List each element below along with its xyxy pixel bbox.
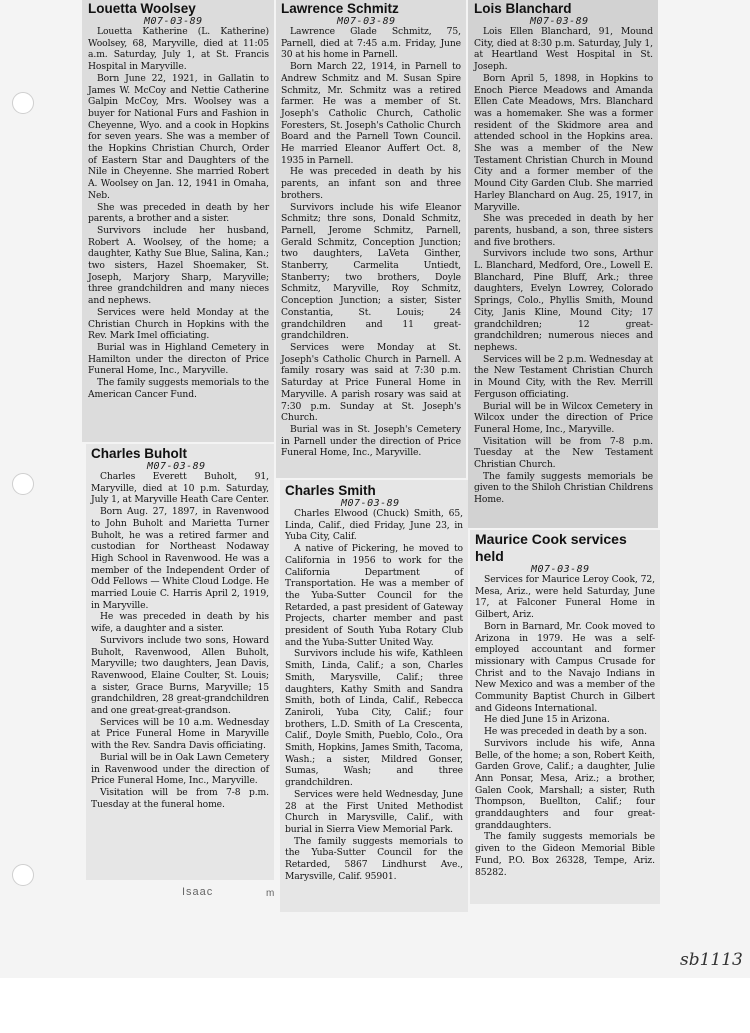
obituary-clipping xyxy=(280,480,468,912)
obituary-paragraph: Charles Elwood (Chuck) Smith, 65, Linda, Calif., died Friday, June 23, in Yuba City, Calif. xyxy=(285,508,463,543)
obituary-title: Charles Smith xyxy=(285,483,376,498)
obituary-paragraph: He was preceded in death by his parents, an infant son and three brothers. xyxy=(281,166,461,201)
obituary-clipping xyxy=(468,0,658,528)
obituary-paragraph: She was preceded in death by her parents, husband, a son, three sisters and five brothers. xyxy=(474,213,653,248)
obituary-clipping xyxy=(86,444,274,880)
obituary-title: Louetta Woolsey xyxy=(88,1,196,16)
obituary-clipping xyxy=(82,0,274,442)
obituary-paragraph: Services were held Monday at the Christian Church in Hopkins with the Rev. Mark Imel officiating. xyxy=(88,306,269,342)
obituary-paragraph: Services will be 10 a.m. Wednesday at Price Funeral Home in Maryville with the Rev. Sandra Davis officiating. xyxy=(91,716,269,752)
obituary-paragraph: Survivors include two sons, Howard Buholt, Ravenwood, Allen Buholt, Maryville; two daughters, Jean Davis, Ravenwood, Elaine Coulter, St. Louis; a sister, Grace Burns, Maryville; 15 grandchildren, 28 great-grandchildren and one great-great-grandson. xyxy=(91,634,269,717)
handwritten-date: M07-03-89 xyxy=(147,461,206,472)
obituary-paragraph: Survivors include her husband, Robert A. Woolsey, of the home; a daughter, Kathy Sue Blue, Salina, Kan.; two sisters, Hazel Shoemaker, St. Joseph, Marjory Sharp, Maryville; three grandchildren and many nieces and nephews. xyxy=(88,224,269,307)
obituary-paragraph: Services will be 2 p.m. Wednesday at the New Testament Christian Church in Mound City, with the Rev. Merrill Ferguson officiating. xyxy=(474,353,653,400)
obituary-paragraph: Burial will be in Wilcox Cemetery in Wilcox under the direction of Price Funeral Home, Inc., Maryville. xyxy=(474,400,653,435)
obituary-clipping xyxy=(276,0,466,478)
obituary-paragraph: Services were held Wednesday, June 28 at the First United Methodist Church in Marysville, Calif., with burial in Sierra View Memorial Park. xyxy=(285,788,463,835)
obituary-paragraph: Visitation will be from 7-8 p.m. Tuesday at the New Testament Christian Church. xyxy=(474,435,653,471)
stray-mark: m xyxy=(266,888,275,899)
obituary-paragraph: Burial was in Highland Cemetery in Hamilton under the directon of Price Funeral Home, Inc., Maryville. xyxy=(88,341,269,377)
obituary-paragraph: Born Aug. 27, 1897, in Ravenwood to John Buholt and Marietta Turner Buholt, he was a retired farmer and custodian for Northeast Nodaway High School in Ravenwood. He was a member of the Independent Order of Odd Fellows — White Cloud Lodge. He married Louie C. Harris April 2, 1919, in Maryville. xyxy=(91,506,269,611)
obituary-paragraph: The family suggests memorials to the American Cancer Fund. xyxy=(88,377,269,400)
obituary-paragraph: Charles Everett Buholt, 91, Maryville, died at 10 p.m. Saturday, July 1, at Maryville Heath Care Center. xyxy=(91,471,269,506)
obituary-paragraph: Survivors include two sons, Arthur L. Blanchard, Medford, Ore., Lowell E. Blanchard, Pine Bluff, Ark.; three daughters, Evelyn Lowrey, Colorado Springs, Colo., Phyllis Smith, Mound City, Janis Kline, Mound City; 17 grandchildren; 12 great-grandchildren; numerous nieces and nephews. xyxy=(474,248,653,353)
handwritten-date: M07-03-89 xyxy=(337,16,396,27)
obituary-paragraph: Survivors include his wife, Kathleen Smith, Linda, Calif.; a son, Charles Smith, Marysville, Calif.; three daughters, Kathy Smith and Sandra Smith, both of Linda, Calif., Rebecca Zaniroli, Yuba City, Calif.; four brothers, L.D. Smith of La Crescenta, Calif., Doyle Smith, Pueblo, Colo., Ora Smith, Hopkins, James Smith, Tacoma, Wash.; a sister, Mildred Gonser, Sumas, Wash; and three grandchildren. xyxy=(285,648,463,789)
obituary-paragraph: The family suggests memorials to the Yuba-Sutter Council for the Retarded, 5867 Lindhurst Ave., Marysville, Calif. 95901. xyxy=(285,835,463,882)
handwritten-note: sb1113 xyxy=(680,950,743,970)
obituary-title: Lawrence Schmitz xyxy=(281,1,399,16)
obituary-paragraph: Services for Maurice Leroy Cook, 72, Mesa, Ariz., were held Saturday, June 17, at Falconer Funeral Home in Gilbert, Ariz. xyxy=(475,574,655,621)
binder-hole xyxy=(12,864,34,886)
obituary-paragraph: Survivors include his wife, Anna Belle, of the home; a son, Robert Keith, Garden Grove, Calif.; a daughter, Julie Ann Ponsar, Mesa, Ariz.; a brother, Galen Cook, Marshall; a sister, Ruth Thompson, Buellton, Calif.; four granddaughters and four great-granddaughters. xyxy=(475,737,655,831)
obituary-paragraph: Burial will be in Oak Lawn Cemetery in Ravenwood under the direction of Price Funeral Home, Inc., Maryville. xyxy=(91,751,269,787)
handwritten-date: M07-03-89 xyxy=(144,16,203,27)
obituary-title: Maurice Cook services held xyxy=(475,531,627,564)
obituary-paragraph: The family suggests memorials be given to the Shiloh Christian Childrens Home. xyxy=(474,470,653,506)
obituary-title: Charles Buholt xyxy=(91,446,188,461)
obituary-paragraph: He died June 15 in Arizona. xyxy=(484,714,610,726)
obituary-paragraph: Survivors include his wife Eleanor Schmitz; thre sons, Donald Schmitz, Parnell, Jerome Schmitz, Parnell, Gerald Schmitz, Conception Junction; two daughters, LaVeta Ginther, Stanberry, Carmelita Untiedt, Stanberry; two brothers, Doyle Schmitz, Maryville, Roy Schmitz, Conception Junction; a sister, Sister Constantia, St. Louis; 24 grandchildren and 11 great-grandchildren. xyxy=(281,201,461,342)
obituary-paragraph: He was preceded in death by his wife, a daughter and a sister. xyxy=(91,611,269,635)
binder-hole xyxy=(12,92,34,114)
handwritten-date: M07-03-89 xyxy=(531,564,590,575)
obituary-paragraph: Born June 22, 1921, in Gallatin to James W. McCoy and Nettie Catherine Galpin McCoy, Mrs. Woolsey was a buyer for National Furs and Fashion in Cheyenne, Wyo. and a cook in Hopkins for seven years. She was a member of the Hopkins Christian Church, Order of Eastern Star and Daughters of the Nile in Cheyenne. She married Robert A. Woolsey on Jan. 12, 1941 in Omaha, Neb. xyxy=(88,72,269,201)
obituary-paragraph: Born April 5, 1898, in Hopkins to Enoch Pierce Meadows and Amanda Ellen Cate Meadows, Mrs. Blanchard was a homemaker. She was a former resident of the Skidmore area and attended school in the Hopkins area. She was a member of the New Testament Christian Church in Mound City and a former member of the Mound City Garden Club. She married Harley Blanchard on Aug. 25, 1917, in Maryville. xyxy=(474,72,653,213)
obituary-paragraph: Born in Barnard, Mr. Cook moved to Arizona in 1979. He was a self-employed accountant and former missionary with Campus Crusade for Christ and to the Navajo Indians in New Mexico and was a member of the Community Baptist Church in Gilbert and Gideons International. xyxy=(475,620,655,714)
page-margin xyxy=(0,978,750,1033)
handwritten-date: M07-03-89 xyxy=(530,16,589,27)
obituary-paragraph: Louetta Katherine (L. Katherine) Woolsey, 68, Maryville, died at 11:05 a.m. Saturday, July 1, at St. Francis Hospital in Maryville. xyxy=(88,26,269,73)
obituary-paragraph: Services were Monday at St. Joseph's Catholic Church in Parnell. A family rosary was said at 7:30 p.m. Saturday at Price Funeral Home in Maryville. A parish rosary was said at 7:30 p.m. Sunday at St. Joseph's Church. xyxy=(281,341,461,424)
obituary-paragraph: Born March 22, 1914, in Parnell to Andrew Schmitz and M. Susan Spire Schmitz, Mr. Schmitz was a retired farmer. He was a member of St. Joseph's Catholic Church, Catholic Foresters, St. Joseph's Catholic Church Board and the Parnell Town Council. He married Eleanor Auffert Oct. 8, 1935 in Parnell. xyxy=(281,61,461,166)
obituary-paragraph: A native of Pickering, he moved to California in 1956 to work for the California Department of Transportation. He was a member of the Yuba-Sutter Council for the Retarded, a past president of Gateway Projects, charter member and past president of South Yuba Rotary Club and the Yuba-Sutter United Way. xyxy=(285,543,463,648)
obituary-paragraph: He was preceded in death by a son. xyxy=(484,726,647,738)
handwritten-date: M07-03-89 xyxy=(341,498,400,509)
obituary-paragraph: She was preceded in death by her parents, a brother and a sister. xyxy=(88,201,269,225)
obituary-paragraph: Lawrence Glade Schmitz, 75, Parnell, died at 7:45 a.m. Friday, June 30 at his home in Parnell. xyxy=(281,26,461,61)
obituary-title: Lois Blanchard xyxy=(474,1,572,16)
obituary-paragraph: Visitation will be from 7-8 p.m. Tuesday at the funeral home. xyxy=(91,786,269,810)
obituary-clipping xyxy=(470,530,660,904)
obituary-paragraph: The family suggests memorials be given to the Gideon Memorial Bible Fund, P.O. Box 26328, Tempe, Ariz. 85282. xyxy=(475,831,655,878)
obituary-paragraph: Burial was in St. Joseph's Cemetery in Parnell under the direction of Price Funeral Home, Inc., Maryville. xyxy=(281,423,461,459)
obituary-paragraph: Lois Ellen Blanchard, 91, Mound City, died at 8:30 p.m. Saturday, July 1, at Heartland West Hospital in St. Joseph. xyxy=(474,26,653,73)
binder-hole xyxy=(12,473,34,495)
stray-mark: Isaac xyxy=(182,886,214,898)
